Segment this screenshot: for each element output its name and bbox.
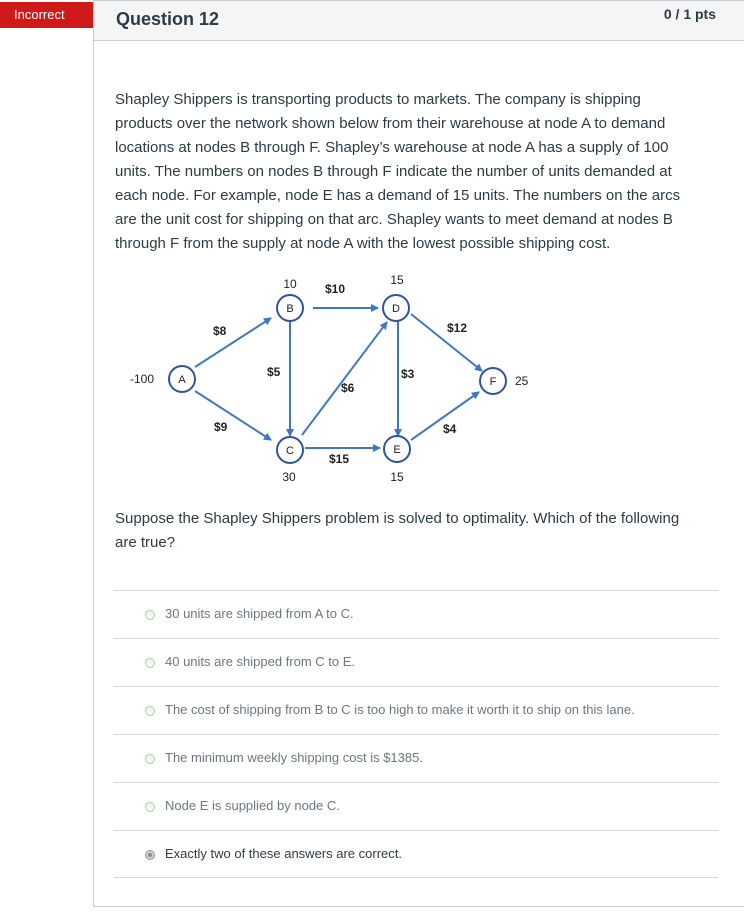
arc-label-d-f: $12 — [447, 321, 468, 335]
problem-line: locations at nodes B through F. Shapley’s warehouse at node A has a supply of 100 — [115, 139, 669, 156]
incorrect-flag — [0, 2, 106, 28]
network-diagram — [116, 270, 536, 490]
node-value-c: 30 — [282, 470, 296, 484]
svg-text:D: D — [392, 303, 400, 315]
prompt-line: Suppose the Shapley Shippers problem is solved to optimality. Which of the following — [115, 510, 680, 527]
arc-label-c-e: $15 — [329, 452, 350, 466]
node-value-e: 15 — [390, 470, 404, 484]
arc-label-b-d: $10 — [325, 282, 346, 296]
answer-option-6[interactable] — [114, 830, 718, 878]
answer-option-1[interactable] — [114, 590, 718, 638]
svg-text:B: B — [286, 303, 294, 315]
answer-option-5[interactable] — [114, 782, 718, 830]
answer-text: 40 units are shipped from C to E. — [165, 654, 356, 669]
question-header — [93, 0, 744, 41]
arc-label-c-d: $6 — [341, 381, 355, 395]
problem-line: each node. For example, node E has a demand of 15 units. The numbers on the arcs — [115, 187, 681, 204]
node-value-d: 15 — [390, 273, 404, 287]
svg-text:A: A — [178, 374, 186, 386]
node-b — [277, 295, 303, 321]
answer-text: The minimum weekly shipping cost is $1385. — [165, 750, 423, 765]
node-value-a: -100 — [130, 372, 155, 386]
radio-button[interactable] — [145, 706, 155, 716]
answer-option-3[interactable] — [114, 686, 718, 734]
problem-line: are the unit cost for shipping on that arc. Shapley wants to meet demand at nodes B — [115, 211, 673, 228]
problem-line: units. The numbers on nodes B through F indicate the number of units demanded at — [115, 163, 672, 180]
answer-text: The cost of shipping from B to C is too high to make it worth it to ship on this lane. — [165, 702, 635, 717]
svg-text:E: E — [393, 444, 401, 456]
answer-option-4[interactable] — [114, 734, 718, 782]
radio-button-selected[interactable] — [145, 850, 155, 860]
question-points: 0 / 1 pts — [663, 6, 716, 22]
radio-button[interactable] — [145, 610, 155, 620]
answer-text: Exactly two of these answers are correct. — [165, 846, 402, 861]
arc-label-a-c: $9 — [214, 420, 228, 434]
problem-line: products over the network shown below from their warehouse at node A to demand — [115, 115, 666, 132]
problem-text — [115, 88, 715, 256]
arc-label-d-e: $3 — [401, 367, 415, 381]
node-value-b: 10 — [283, 277, 297, 291]
node-a — [169, 366, 195, 392]
arc-label-a-b: $8 — [213, 324, 227, 338]
problem-line: through F from the supply at node A with the lowest possible shipping cost. — [115, 235, 611, 252]
node-e — [384, 436, 410, 462]
answer-list — [114, 590, 718, 878]
answer-text: Node E is supplied by node C. — [165, 798, 340, 813]
problem-line: Shapley Shippers is transporting products to markets. The company is shipping — [115, 91, 641, 108]
node-f — [480, 368, 506, 394]
prompt-line: are true? — [115, 534, 176, 551]
radio-button[interactable] — [145, 754, 155, 764]
arc-c-d — [302, 322, 387, 435]
svg-text:C: C — [286, 445, 294, 457]
answer-text: 30 units are shipped from A to C. — [165, 606, 354, 621]
question-title: Question 12 — [116, 9, 220, 29]
answer-option-2[interactable] — [114, 638, 718, 686]
node-c — [277, 437, 303, 463]
radio-button[interactable] — [145, 658, 155, 668]
svg-text:F: F — [489, 376, 497, 388]
node-d — [383, 295, 409, 321]
question-body — [93, 41, 744, 907]
arc-label-e-f: $4 — [443, 422, 457, 436]
arc-a-b — [195, 318, 271, 367]
incorrect-label: Incorrect — [14, 7, 65, 22]
radio-button[interactable] — [145, 802, 155, 812]
node-value-f: 25 — [515, 374, 529, 388]
question-prompt — [115, 507, 725, 555]
arc-a-c — [195, 391, 271, 440]
arc-label-b-c: $5 — [267, 365, 281, 379]
